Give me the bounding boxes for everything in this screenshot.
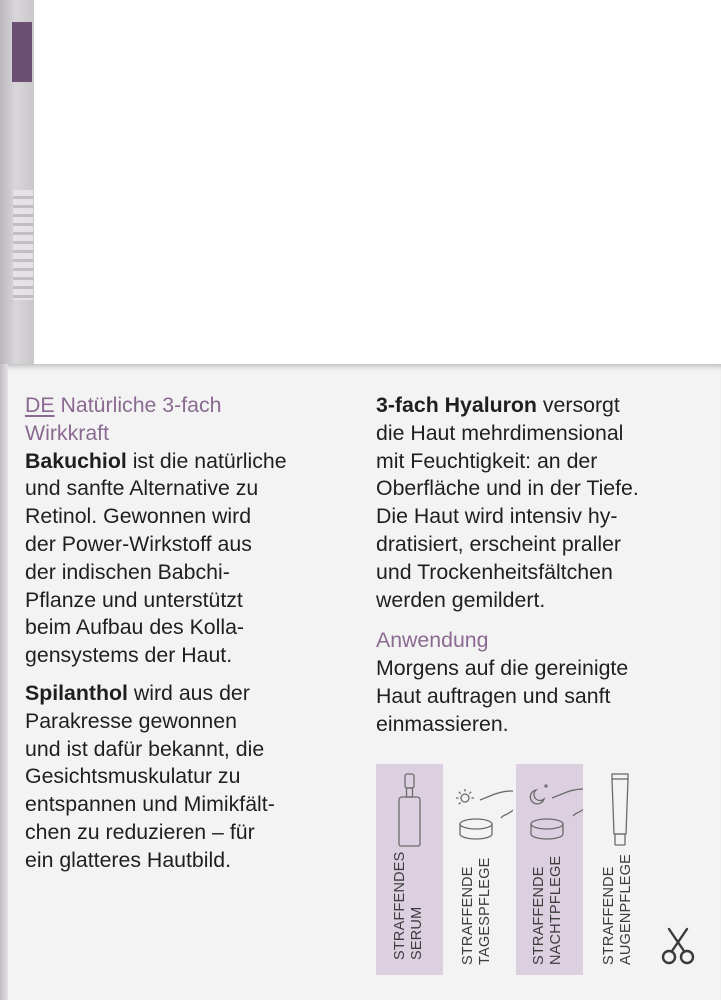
text-line: Die Haut wird intensiv hy- [376,504,618,529]
product-night-cream [516,764,583,975]
bakuchiol-paragraph [25,448,370,670]
label-line-1: STRAFFENDE [531,866,547,965]
product-range-strip [376,764,654,975]
text-line: versorgt [536,393,620,417]
text-line: und Trockenheitsfältchen [376,559,613,584]
label-line-1: STRAFFENDES [392,851,408,960]
text-line: dratisiert, erscheint praller [376,531,622,556]
hyaluron-paragraph [376,392,706,614]
anwendung-paragraph [376,655,706,738]
text-line: ein glatteres Hautbild. [25,847,231,872]
text-line: die Haut mehrdimensional [376,420,624,445]
label-line-2: TAGESPFLEGE [477,857,493,965]
label-line-2: SERUM [409,906,425,960]
text-line: Oberfläche und in der Tiefe. [376,476,639,501]
hyaluron-term: 3-fach Hyaluron [376,393,537,417]
product-day-cream [446,764,513,975]
text-line: wird aus der [127,680,250,705]
text-line: chen zu reduzieren – für [25,819,255,844]
product-label [376,764,443,975]
label-line-1: STRAFFENDE [460,866,476,965]
product-label [516,764,583,975]
text-line: gensystems der Haut. [25,643,233,668]
bakuchiol-term: Bakuchiol [25,448,127,473]
spilanthol-paragraph [25,680,370,875]
product-eye-cream [586,764,653,975]
text-line: der Power-Wirkstoff aus [25,531,252,556]
left-text-column [25,392,370,875]
label-line-2: NACHTPFLEGE [548,855,564,965]
text-line: mit Feuchtigkeit: an der [376,448,598,473]
language-code: DE [25,393,55,417]
text-line: und ist dafür bekannt, die [25,736,265,761]
scissors-icon [660,926,696,966]
spilanthol-term: Spilanthol [25,680,128,705]
text-line: werden gemildert. [376,587,546,612]
text-line: Retinol. Gewonnen wird [25,504,252,529]
section-heading-anwendung: Anwendung [376,628,489,653]
text-line: Haut auftragen und sanft [376,683,611,708]
product-label [586,764,653,975]
product-label [446,764,513,975]
text-line: einmassieren. [376,711,509,736]
product-serum [376,764,443,975]
flap-print-texture [13,190,33,300]
text-line: ist die natürliche [126,448,287,473]
text-line: Parakresse gewonnen [25,708,237,733]
box-top-flap [0,0,34,365]
text-line: beim Aufbau des Kolla- [25,615,245,640]
heading-line-2: Wirkkraft [25,420,109,445]
heading-line-1: Natürliche 3-fach [60,393,222,417]
text-line: entspannen und Mimikfält- [25,792,275,817]
text-line: und sanfte Alternative zu [25,476,259,501]
section-heading-wirkkraft [25,392,370,448]
text-line: der indischen Babchi- [25,559,230,584]
right-text-column [376,392,706,739]
box-panel-edge [0,364,8,1000]
text-line: Morgens auf die gereinigte [376,656,629,681]
label-line-1: STRAFFENDE [601,866,617,965]
text-line: Pflanze und unterstützt [25,587,243,612]
text-line: Gesichtsmuskulatur zu [25,764,241,789]
label-line-2: AUGENPFLEGE [618,854,634,965]
flap-color-band [12,22,32,82]
